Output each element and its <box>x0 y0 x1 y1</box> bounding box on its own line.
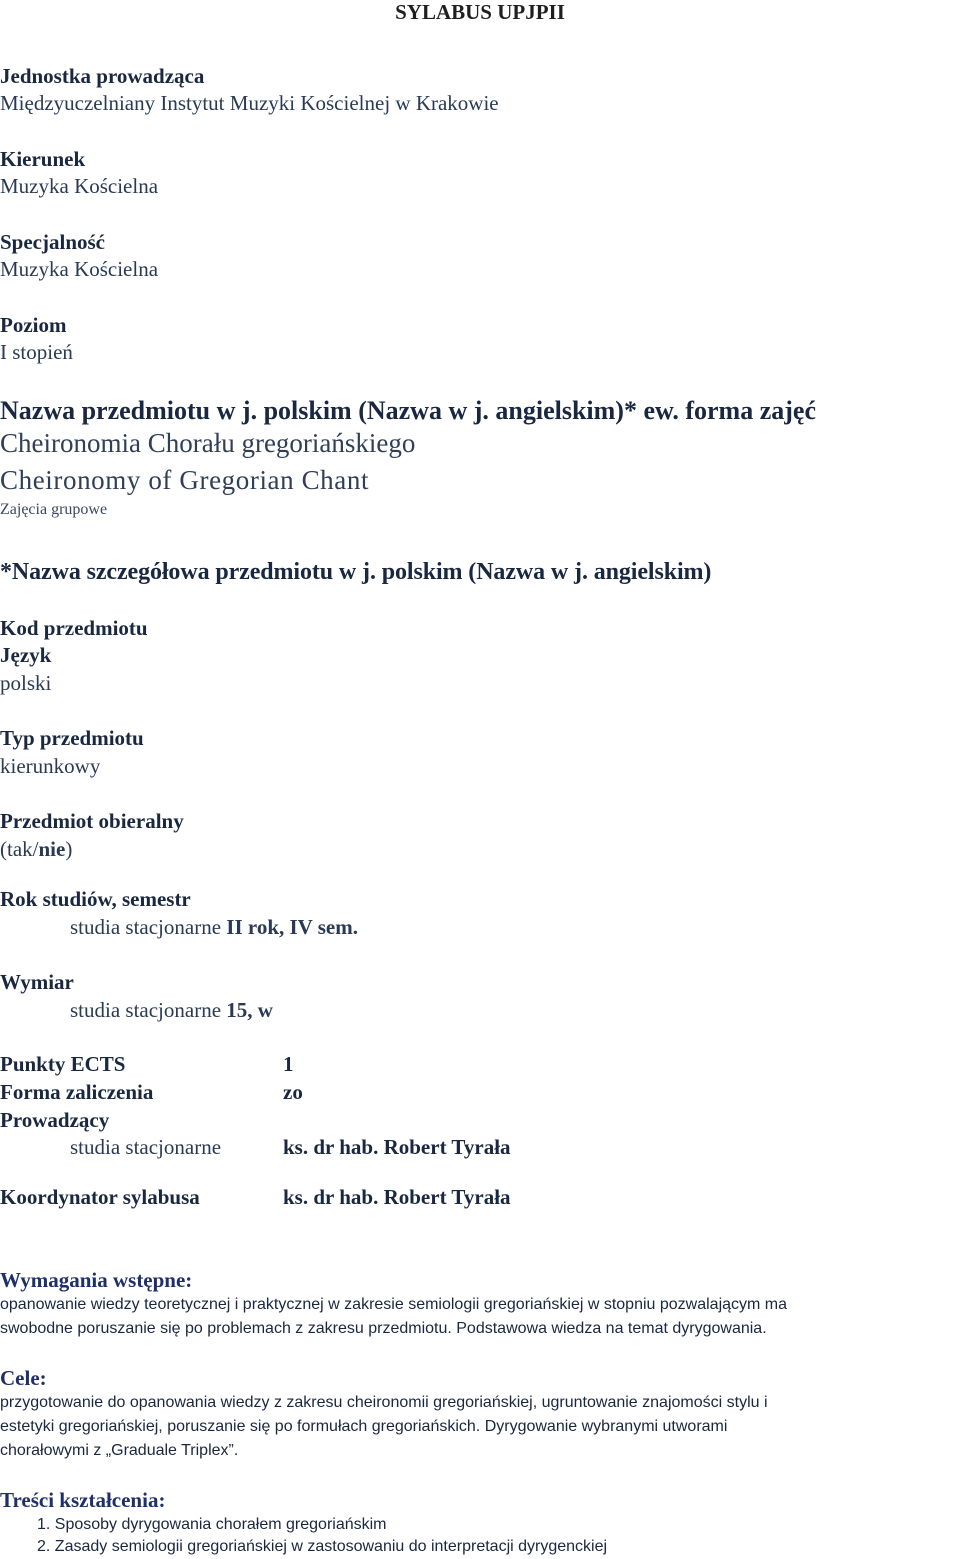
goals-line-3: chorałowymi z „Graduale Triplex”. <box>0 1442 239 1459</box>
dimension-mode: studia stacjonarne <box>70 998 222 1022</box>
unit-label: Jednostka prowadząca <box>0 64 205 88</box>
ects-label: Punkty ECTS <box>0 1052 126 1076</box>
year-value: II rok, IV sem. <box>226 915 358 939</box>
requirements-line-1: opanowanie wiedzy teoretycznej i praktycznej w zakresie semiologii gregoriańskiej w stopniu pozwalającym ma <box>0 1296 788 1313</box>
requirements-line-2: swobodne poruszanie się po problemach z zakresu przedmiotu. Podstawowa wiedza na temat dyrygowania. <box>0 1320 767 1337</box>
detailed-name-label: *Nazwa szczegółowa przedmiotu w j. polskim (Nazwa w j. angielskim) <box>0 559 712 585</box>
elective-open: (tak/ <box>0 837 39 861</box>
type-label: Typ przedmiotu <box>0 726 144 750</box>
dimension-value: 15, w <box>226 998 273 1022</box>
specialty-label: Specjalność <box>0 230 105 254</box>
year-row <box>70 915 358 940</box>
specialty-value: Muzyka Kościelna <box>0 257 159 281</box>
assessment-value: zo <box>283 1080 303 1104</box>
coordinator-label: Koordynator sylabusa <box>0 1185 200 1209</box>
dimension-label: Wymiar <box>0 970 74 994</box>
teachers-value: ks. dr hab. Robert Tyrała <box>283 1135 511 1159</box>
goals-line-2: estetyki gregoriańskiej, poruszanie się po formułach gregoriańskich. Dyrygowanie wybranymi utworami <box>0 1418 728 1435</box>
direction-value: Muzyka Kościelna <box>0 174 159 198</box>
elective-label: Przedmiot obieralny <box>0 809 184 833</box>
list-item: 2. Zasady semiologii gregoriańskiej w zastosowaniu do interpretacji dyrygenckiej <box>37 1538 608 1555</box>
level-label: Poziom <box>0 313 67 337</box>
code-label: Kod przedmiotu <box>0 616 148 640</box>
goals-label: Cele: <box>0 1366 47 1390</box>
ects-value: 1 <box>283 1052 294 1076</box>
subject-name-en: Cheironomy of Gregorian Chant <box>0 465 370 495</box>
elective-close: ) <box>65 837 73 861</box>
goals-line-1: przygotowanie do opanowania wiedzy z zakresu cheironomii gregoriańskiej, ugruntowanie znajomości stylu i <box>0 1394 768 1411</box>
subject-label: Nazwa przedmiotu w j. polskim (Nazwa w j. angielskim)* ew. forma zajęć <box>0 396 816 425</box>
contents-label: Treści kształcenia: <box>0 1488 166 1512</box>
language-label: Język <box>0 643 52 667</box>
subject-name-pl: Cheironomia Chorału gregoriańskiego <box>0 428 416 458</box>
dimension-row <box>70 998 273 1023</box>
coordinator-value: ks. dr hab. Robert Tyrała <box>283 1185 511 1209</box>
teachers-mode: studia stacjonarne <box>70 1135 222 1159</box>
list-item: 1. Sposoby dyrygowania chorałem gregoriańskim <box>37 1516 387 1533</box>
level-value: I stopień <box>0 340 73 364</box>
document-title: SYLABUS UPJPII <box>395 0 565 24</box>
year-label: Rok studiów, semestr <box>0 887 191 911</box>
subject-form: Zajęcia grupowe <box>0 501 108 518</box>
assessment-label: Forma zaliczenia <box>0 1080 154 1104</box>
language-value: polski <box>0 671 52 695</box>
year-mode: studia stacjonarne <box>70 915 222 939</box>
elective-selected: nie <box>38 837 66 861</box>
teachers-label: Prowadzący <box>0 1108 110 1132</box>
requirements-label: Wymagania wstępne: <box>0 1268 193 1292</box>
type-value: kierunkowy <box>0 754 101 778</box>
unit-value: Międzyuczelniany Instytut Muzyki Kościelnej w Krakowie <box>0 91 499 115</box>
direction-label: Kierunek <box>0 147 86 171</box>
elective-value <box>0 837 72 862</box>
